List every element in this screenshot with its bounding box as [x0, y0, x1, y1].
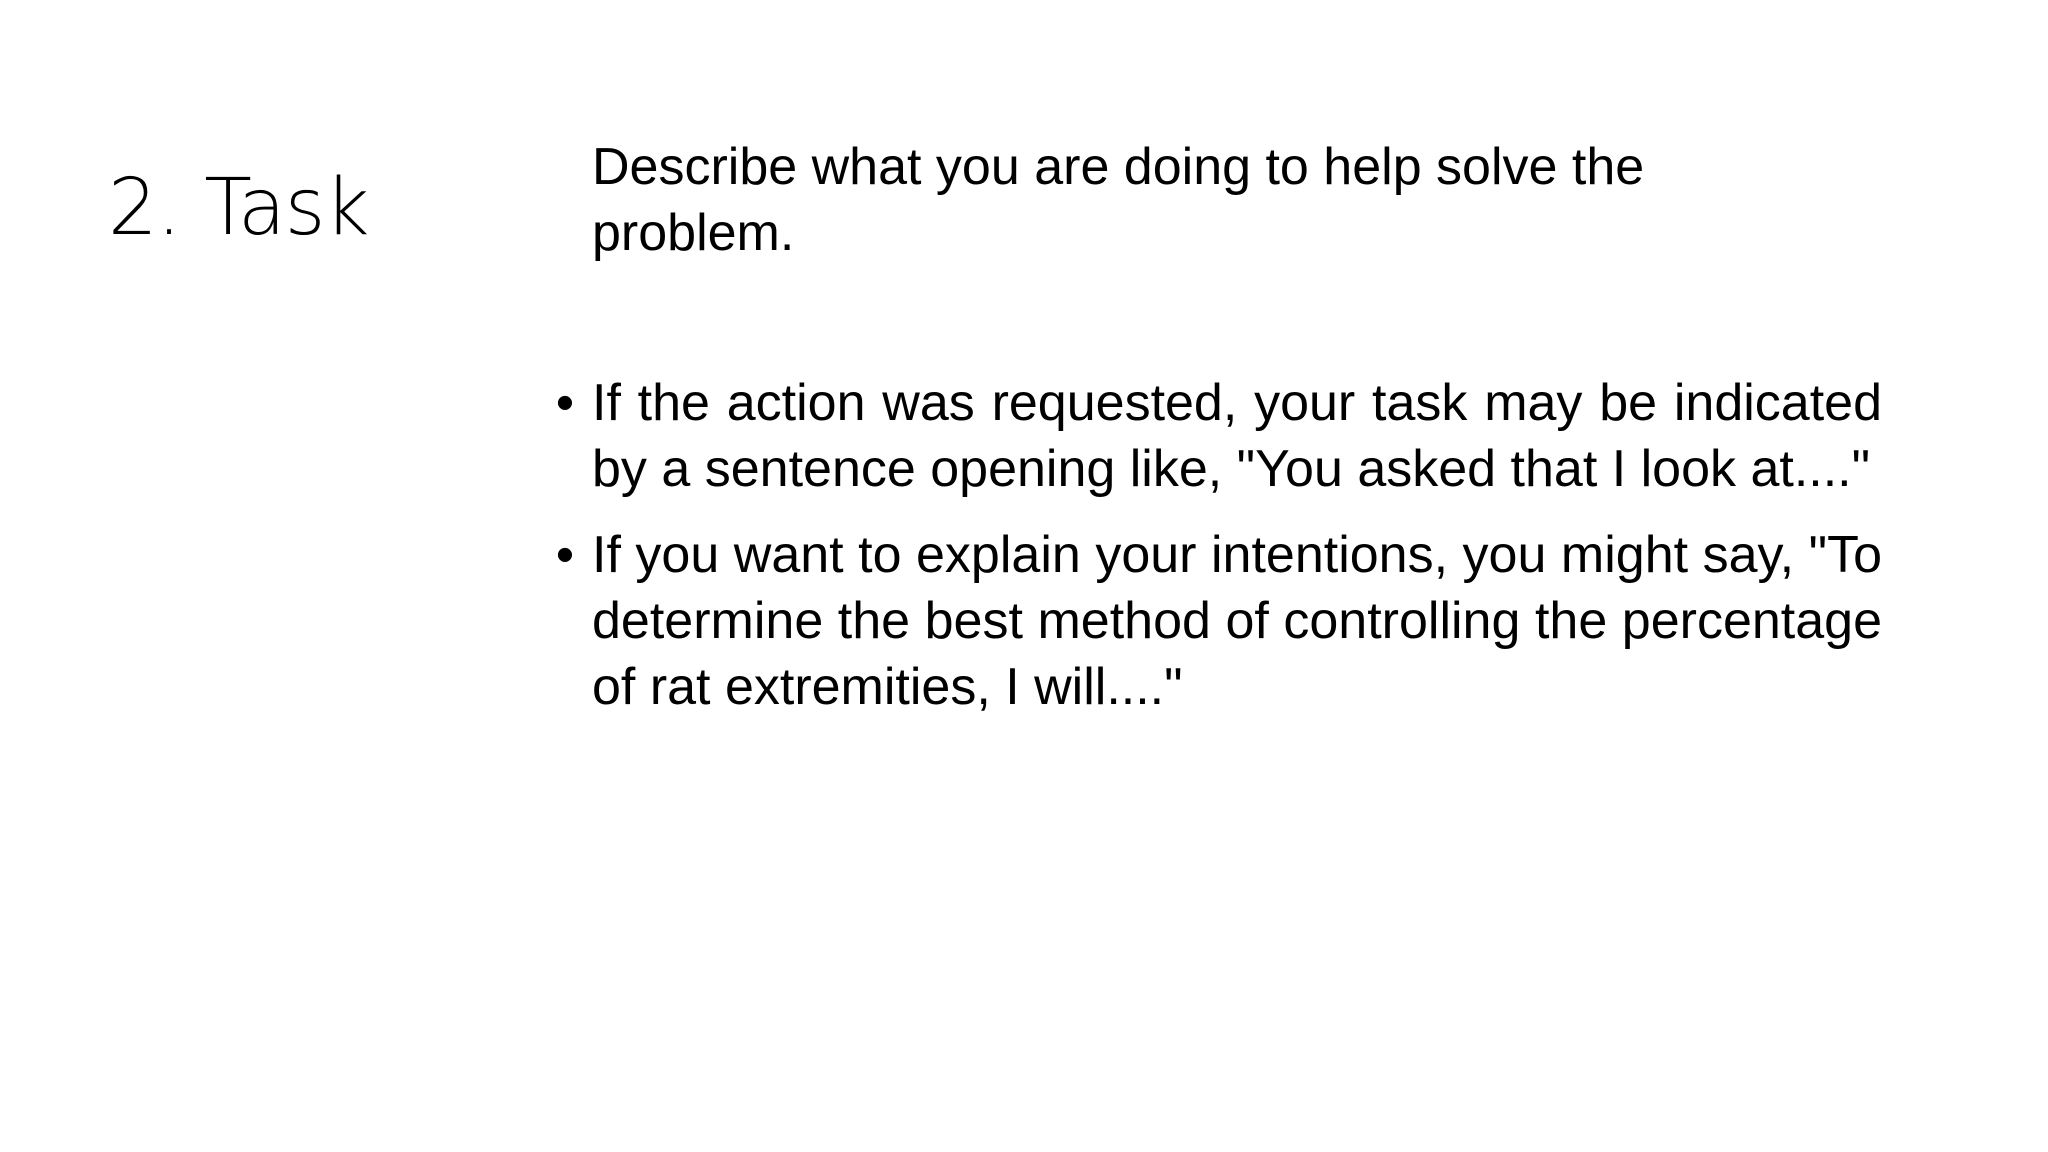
intro-text: Describe what you are doing to help solve the problem. [592, 138, 1645, 262]
bullet-item [555, 370, 1882, 502]
bullet-marker: • [555, 374, 575, 432]
bullet-text: If the action was requested, your task may be indicated by a sentence opening like, "You asked that I look at...." [592, 374, 1882, 498]
slide-title: 2. Task [108, 163, 369, 253]
bullet-list [555, 370, 1882, 740]
bullet-marker: • [555, 526, 575, 584]
bullet-text: If you want to explain your intentions, you might say, "To determine the best method of controlling the percentage of rat extremities, I will...." [592, 526, 1882, 716]
bullet-item [555, 522, 1882, 720]
